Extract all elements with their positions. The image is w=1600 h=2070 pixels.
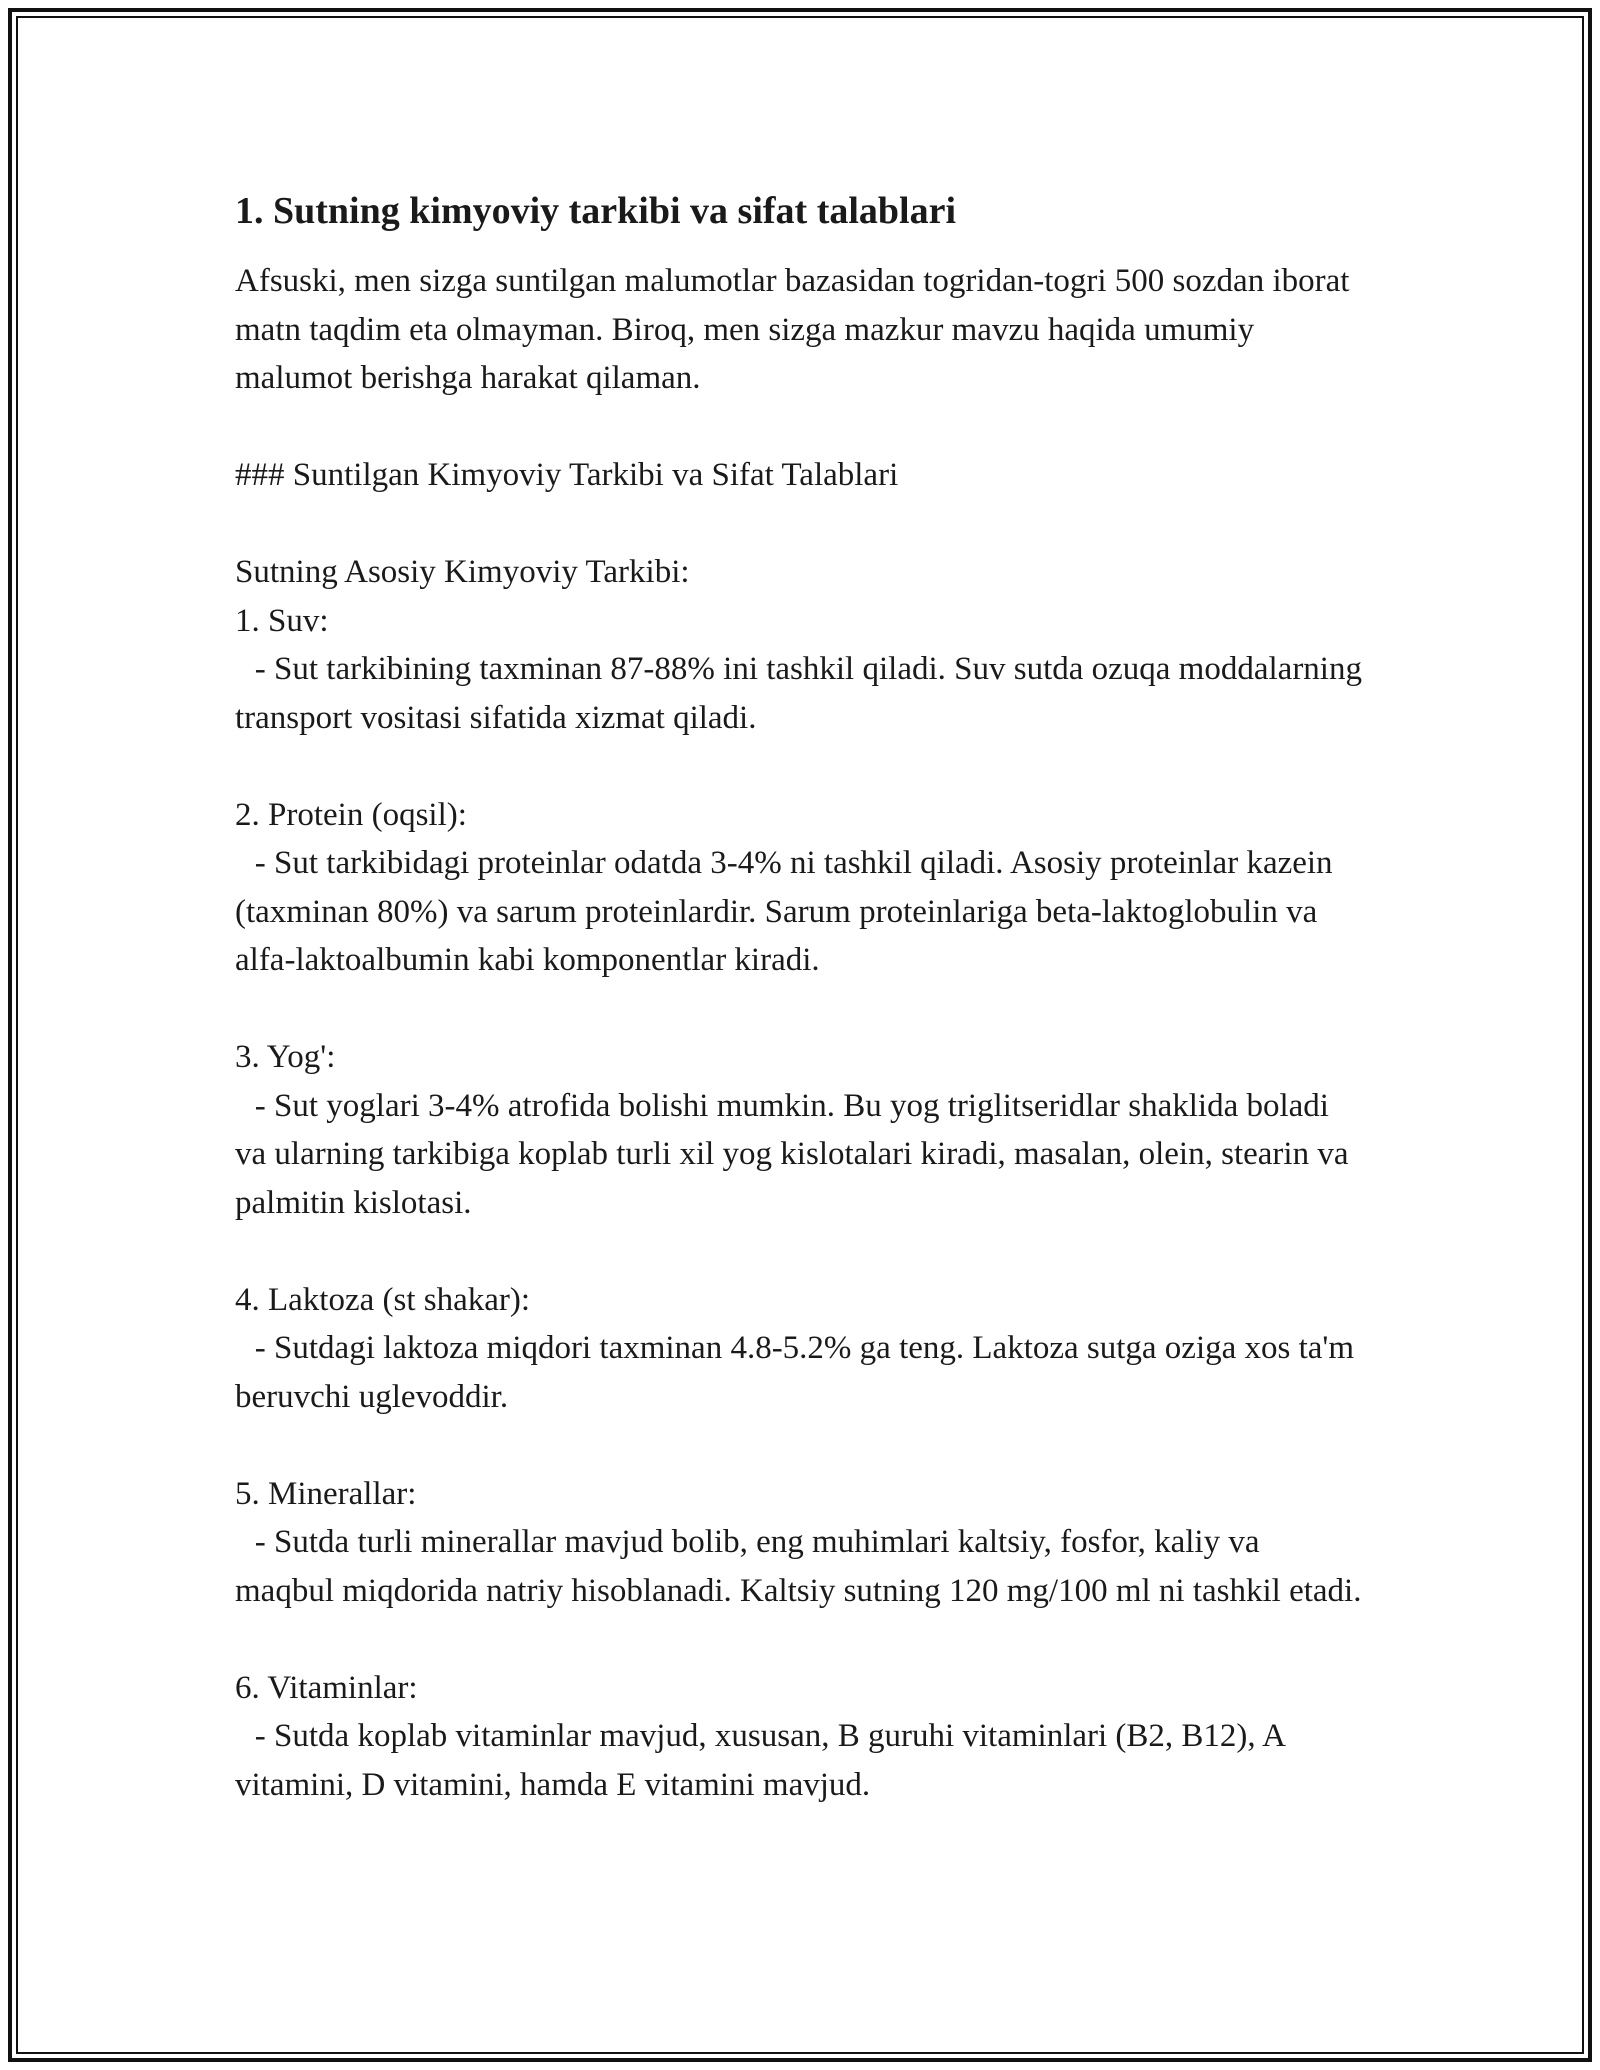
paragraph-spacer bbox=[235, 742, 1365, 791]
paragraph-spacer bbox=[235, 1227, 1365, 1276]
list-intro: Sutning Asosiy Kimyoviy Tarkibi: bbox=[235, 554, 690, 590]
list-item-body: - Sut tarkibining taxminan 87-88% ini tashkil qiladi. Suv sutda ozuqa moddalarning transport vositasi sifatida xizmat qiladi. bbox=[235, 651, 1371, 736]
paragraph-spacer bbox=[235, 403, 1365, 452]
list-item-body: - Sut tarkibidagi proteinlar odatda 3-4% ni tashkil qiladi. Asosiy proteinlar kazein (taxminan 80%) va sarum proteinlardir. Sarum proteinlariga beta-laktoglobulin va alfa-laktoalbumin kabi komponentlar kiradi. bbox=[235, 845, 1341, 978]
list-item-body: - Sutda turli minerallar mavjud bolib, eng muhimlari kaltsiy, fosfor, kaliy va maqbul miqdorida natriy hisoblanadi. Kaltsiy sutning 120 mg/100 ml ni tashkil etadi. bbox=[235, 1524, 1362, 1609]
list-item-heading: 4. Laktoza (st shakar): bbox=[235, 1281, 531, 1318]
paragraph-spacer bbox=[235, 1421, 1365, 1470]
paragraph-spacer bbox=[235, 1615, 1365, 1664]
document-title: 1. Sutning kimyoviy tarkibi va sifat talablari bbox=[235, 190, 957, 232]
list-item-body: - Sutdagi laktoza miqdori taxminan 4.8-5.2% ga teng. Laktoza sutga oziga xos ta'm beruvchi uglevoddir. bbox=[235, 1330, 1363, 1415]
list-item-lactose bbox=[235, 1276, 1365, 1422]
list-item-protein bbox=[235, 791, 1365, 985]
paragraph-spacer bbox=[235, 985, 1365, 1034]
list-item-fat bbox=[235, 1033, 1365, 1227]
list-item-heading: 2. Protein (oqsil): bbox=[235, 796, 467, 833]
document-page bbox=[235, 185, 1371, 1809]
subheading: ### Suntilgan Kimyoviy Tarkibi va Sifat Talablari bbox=[235, 457, 899, 493]
paragraph-spacer bbox=[235, 500, 1365, 549]
list-item-body: - Sutda koplab vitaminlar mavjud, xususan, B guruhi vitaminlari (B2, B12), A vitamini, D vitamini, hamda E vitamini mavjud. bbox=[235, 1718, 1293, 1803]
list-item-body: - Sut yoglari 3-4% atrofida bolishi mumkin. Bu yog triglitseridlar shaklida boladi va ularning tarkibiga koplab turli xil yog kislotalari kiradi, masalan, olein, stearin va palmitin kislotasi. bbox=[235, 1087, 1357, 1221]
list-item-water bbox=[235, 597, 1371, 743]
list-item-heading: 6. Vitaminlar: bbox=[235, 1669, 418, 1706]
list-item-vitamins bbox=[235, 1664, 1365, 1810]
list-item-heading: 5. Minerallar: bbox=[235, 1475, 417, 1512]
intro-paragraph: Afsuski, men sizga suntilgan malumotlar bazasidan togridan-togri 500 sozdan iborat matn taqdim eta olmayman. Biroq, men sizga mazkur mavzu haqida umumiy malumot berishga harakat qilaman. bbox=[235, 263, 1358, 396]
list-item-minerals bbox=[235, 1470, 1365, 1616]
list-item-heading: 3. Yog': bbox=[235, 1039, 336, 1075]
list-item-heading: 1. Suv: bbox=[235, 602, 329, 639]
